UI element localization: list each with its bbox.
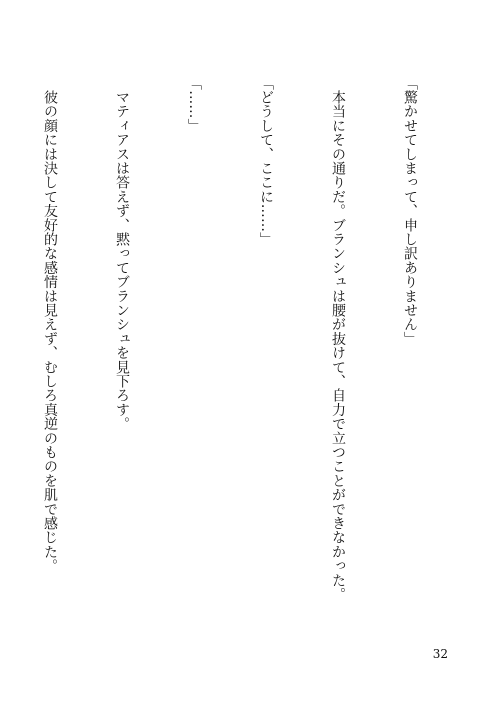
text-column: マティアスは答えず、黙ってブランシュを見下ろす。 (114, 76, 130, 431)
page-number: 32 (432, 647, 448, 661)
body-text (42, 76, 470, 624)
text-column: 「……」 (186, 76, 202, 133)
text-column: 本当にその通りだ。ブランシュは腰が抜けて、自力で立つことができなかった。 (330, 76, 346, 602)
text-column: 「どうして、ここに……」 (258, 76, 274, 247)
text-column: 彼の顔には決して友好的な感情は見えず、むしろ真逆のものを肌で感じた。 (42, 76, 58, 573)
text-column: 「驚かせてしまって、申し訳ありません」 (402, 76, 418, 346)
